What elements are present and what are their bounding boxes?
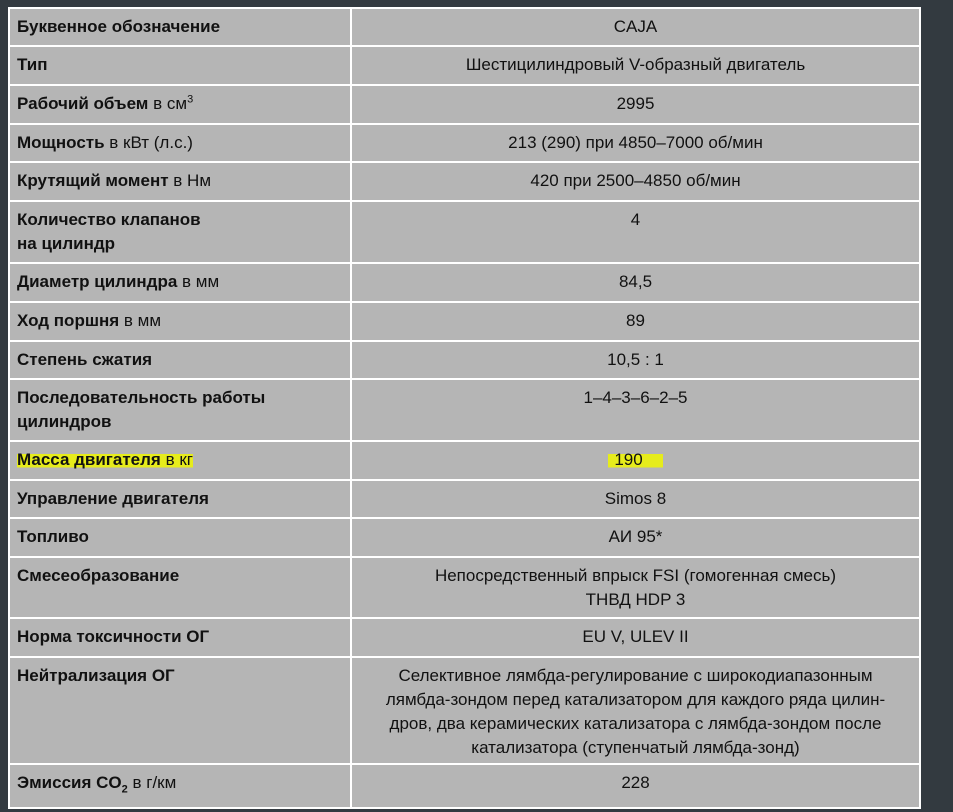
param-name: Эмиссия CO [17,773,122,792]
table-row [9,8,920,46]
row-label [9,162,351,201]
param-value: EU V, ULEV II [582,627,689,646]
param-unit: в см [153,94,188,113]
param-value: ТНВД HDP 3 [585,590,686,609]
param-unit: в кг [165,450,193,469]
row-value [351,8,920,46]
row-label [9,46,351,85]
param-value: Непосредственный впрыск FSI (гомогенная смесь) [434,566,837,585]
table-row [9,162,920,201]
param-name: Тип [17,55,48,74]
row-label [9,480,351,518]
row-value [351,302,920,341]
param-value: Шестицилиндровый V-образный двигатель [465,55,806,74]
table-row [9,46,920,85]
table-row [9,657,920,764]
table-row [9,263,920,302]
param-name: Смесеобразование [17,566,180,585]
row-label [9,657,351,764]
param-name: Крутящий момент [17,171,169,190]
param-name: Количество клапанов [17,210,201,229]
row-value [351,341,920,379]
row-label [9,557,351,618]
param-name: Нейтрализация ОГ [17,666,175,685]
param-unit: в кВт (л.с.) [109,133,193,152]
row-value [351,263,920,302]
param-name: Ход поршня [17,311,120,330]
table-row [9,480,920,518]
row-label [9,441,351,480]
table-row [9,302,920,341]
param-value: АИ 95* [608,527,663,546]
row-value [351,764,920,808]
row-label [9,379,351,441]
param-name: Степень сжатия [17,350,153,369]
row-label [9,518,351,557]
row-label [9,8,351,46]
param-value: катализатора (ступенчатый лямбда-зонд) [471,738,800,757]
table-row [9,124,920,162]
param-name: Топливо [17,527,89,546]
table-row [9,341,920,379]
param-value: 10,5 : 1 [607,350,664,369]
param-value: 1–4–3–6–2–5 [583,388,688,407]
row-label [9,764,351,808]
param-name: цилиндров [17,412,112,431]
param-value: 228 [621,773,650,792]
param-value: 4 [630,210,641,229]
param-unit: в мм [123,311,162,330]
param-name: Последовательность работы [17,388,266,407]
row-label [9,85,351,124]
param-unit: в г/км [132,773,177,792]
row-label [9,124,351,162]
param-name: на цилиндр [17,234,116,253]
row-label [9,263,351,302]
highlight-marker [608,450,662,469]
row-value [351,557,920,618]
table-row [9,201,920,263]
table-row [9,764,920,808]
row-label [9,302,351,341]
row-value [351,46,920,85]
table-row [9,557,920,618]
param-name: Рабочий объем [17,94,149,113]
param-value: 213 (290) при 4850–7000 об/мин [508,133,763,152]
table-row [9,618,920,657]
param-name: Диаметр цилиндра [17,272,178,291]
param-value: 84,5 [618,272,653,291]
row-value [351,480,920,518]
row-value [351,618,920,657]
co2-subscript: 2 [121,783,128,796]
engine-spec-table [8,7,921,809]
param-name: Управление двигателя [17,489,209,508]
param-value: 420 при 2500–4850 об/мин [530,171,741,190]
highlight-marker [17,450,193,469]
table-row [9,379,920,441]
row-label [9,341,351,379]
param-value: Simos 8 [604,489,667,508]
row-value [351,657,920,764]
row-value [351,518,920,557]
param-name: Масса двигателя [17,450,161,469]
unit-superscript: 3 [187,93,194,106]
row-value [351,201,920,263]
param-value: 89 [626,311,645,330]
row-value [351,441,920,480]
table-row-highlighted [9,441,920,480]
param-value: 190 [614,450,643,469]
table-row [9,518,920,557]
row-value [351,85,920,124]
row-value [351,162,920,201]
row-label [9,618,351,657]
param-value: лямбда-зондом перед катализатором для каждого ряда цилин- [385,690,886,709]
row-label [9,201,351,263]
row-value [351,379,920,441]
param-name: Буквенное обозначение [17,17,221,36]
param-unit: в мм [182,272,220,291]
param-unit: в Нм [173,171,212,190]
param-name: Норма токсичности ОГ [17,627,210,646]
param-value: 2995 [616,94,655,113]
param-name: Мощность [17,133,105,152]
param-value: CAJA [613,17,658,36]
param-value: дров, два керамических катализатора с лямбда-зондом после [389,714,882,733]
row-value [351,124,920,162]
table-row [9,85,920,124]
param-value: Селективное лямбда-регулирование с широкодиапазонным [398,666,873,685]
